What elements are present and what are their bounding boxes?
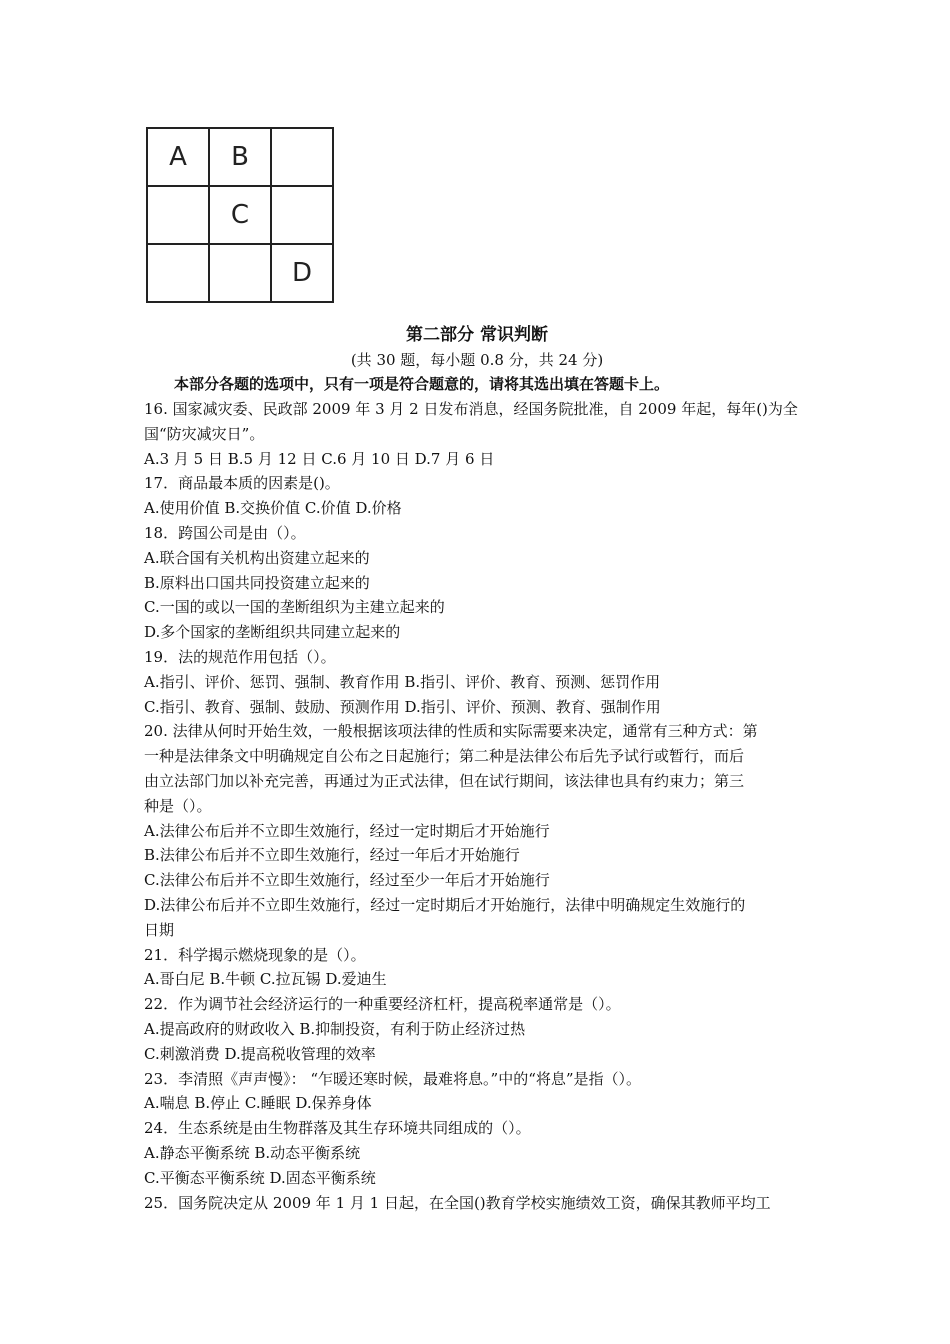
grid-cell: [271, 128, 333, 186]
text-line: A.3 月 5 日 B.5 月 12 日 C.6 月 10 日 D.7 月 6 日: [144, 449, 495, 468]
section-subtitle: (共 30 题，每小题 0.8 分，共 24 分): [350, 351, 604, 369]
question-lines: [144, 397, 810, 1215]
grid-cell: D: [271, 244, 333, 302]
section-instruction: 本部分各题的选项中，只有一项是符合题意的，请将其选出填在答题卡上。: [174, 375, 670, 393]
text-line: 25．国务院决定从 2009 年 1 月 1 日起，在全国()教育学校实施绩效工资，确保其教师平均工: [144, 1193, 771, 1212]
text-line: 21．科学揭示燃烧现象的是（）。: [144, 945, 366, 964]
text-line: 由立法部门加以补充完善，再通过为正式法律，但在试行期间，该法律也具有约束力；第三: [144, 771, 745, 790]
text-line: 22．作为调节社会经济运行的一种重要经济杠杆，提高税率通常是（）。: [144, 995, 621, 1014]
text-line: A.喘息 B.停止 C.睡眠 D.保养身体: [144, 1094, 372, 1113]
text-line: A.使用价值 B.交换价值 C.价值 D.价格: [144, 499, 402, 518]
text-line: 17．商品最本质的因素是()。: [144, 474, 340, 493]
grid-cell: C: [209, 186, 271, 244]
grid-cell: [209, 244, 271, 302]
text-line: A.联合国有关机构出资建立起来的: [144, 548, 370, 567]
grid-row: [147, 128, 333, 186]
section-title: 第二部分 常识判断: [406, 325, 548, 345]
grid-row: [147, 186, 333, 244]
grid-row: [147, 244, 333, 302]
text-line: C.法律公布后并不立即生效施行，经过至少一年后才开始施行: [144, 871, 550, 890]
document-body: [144, 322, 810, 1215]
text-line: 18．跨国公司是由（）。: [144, 523, 306, 542]
text-line: 20. 法律从何时开始生效，一般根据该项法律的性质和实际需要来决定，通常有三种方式：第: [144, 722, 758, 741]
text-line: D.多个国家的垄断组织共同建立起来的: [144, 623, 401, 642]
text-line: B.法律公布后并不立即生效施行，经过一年后才开始施行: [144, 846, 520, 865]
text-line: 24．生态系统是由生物群落及其生存环境共同组成的（）。: [144, 1119, 531, 1138]
text-line: A.提高政府的财政收入 B.抑制投资，有利于防止经济过热: [144, 1019, 526, 1038]
text-line: 19．法的规范作用包括（）。: [144, 647, 336, 666]
text-line: 一种是法律条文中明确规定自公布之日起施行；第二种是法律公布后先予试行或暂行，而后: [144, 747, 745, 766]
grid-cell: [271, 186, 333, 244]
text-line: 国“防灾减灾日”。: [144, 424, 265, 443]
text-line: D.法律公布后并不立即生效施行，经过一定时期后才开始施行，法律中明确规定生效施行的: [144, 895, 746, 914]
text-line: A.法律公布后并不立即生效施行，经过一定时期后才开始施行: [144, 821, 550, 840]
text-line: C.一国的或以一国的垄断组织为主建立起来的: [144, 598, 445, 617]
grid-cell: [147, 244, 209, 302]
grid-cell: B: [209, 128, 271, 186]
text-line: C.刺激消费 D.提高税收管理的效率: [144, 1044, 376, 1063]
text-line: C.指引、教育、强制、鼓励、预测作用 D.指引、评价、预测、教育、强制作用: [144, 697, 661, 716]
text-line: B.原料出口国共同投资建立起来的: [144, 573, 370, 592]
grid-cell: A: [147, 128, 209, 186]
text-line: A.静态平衡系统 B.动态平衡系统: [144, 1143, 361, 1162]
text-line: 16. 国家减灾委、民政部 2009 年 3 月 2 日发布消息，经国务院批准，自 2009 年起，每年()为全: [144, 400, 798, 418]
text-line: 日期: [144, 920, 175, 939]
grid-cell: [147, 186, 209, 244]
text-line: 种是（）。: [144, 796, 212, 815]
text-line: C.平衡态平衡系统 D.固态平衡系统: [144, 1168, 376, 1187]
text-line: A.指引、评价、惩罚、强制、教育作用 B.指引、评价、教育、预测、惩罚作用: [144, 672, 661, 691]
text-line: A.哥白尼 B.牛顿 C.拉瓦锡 D.爱迪生: [144, 970, 387, 989]
text-line: 23．李清照《声声慢》： “乍暖还寒时候，最难将息。”中的“将息”是指（）。: [144, 1069, 642, 1088]
letter-grid: [146, 127, 334, 303]
